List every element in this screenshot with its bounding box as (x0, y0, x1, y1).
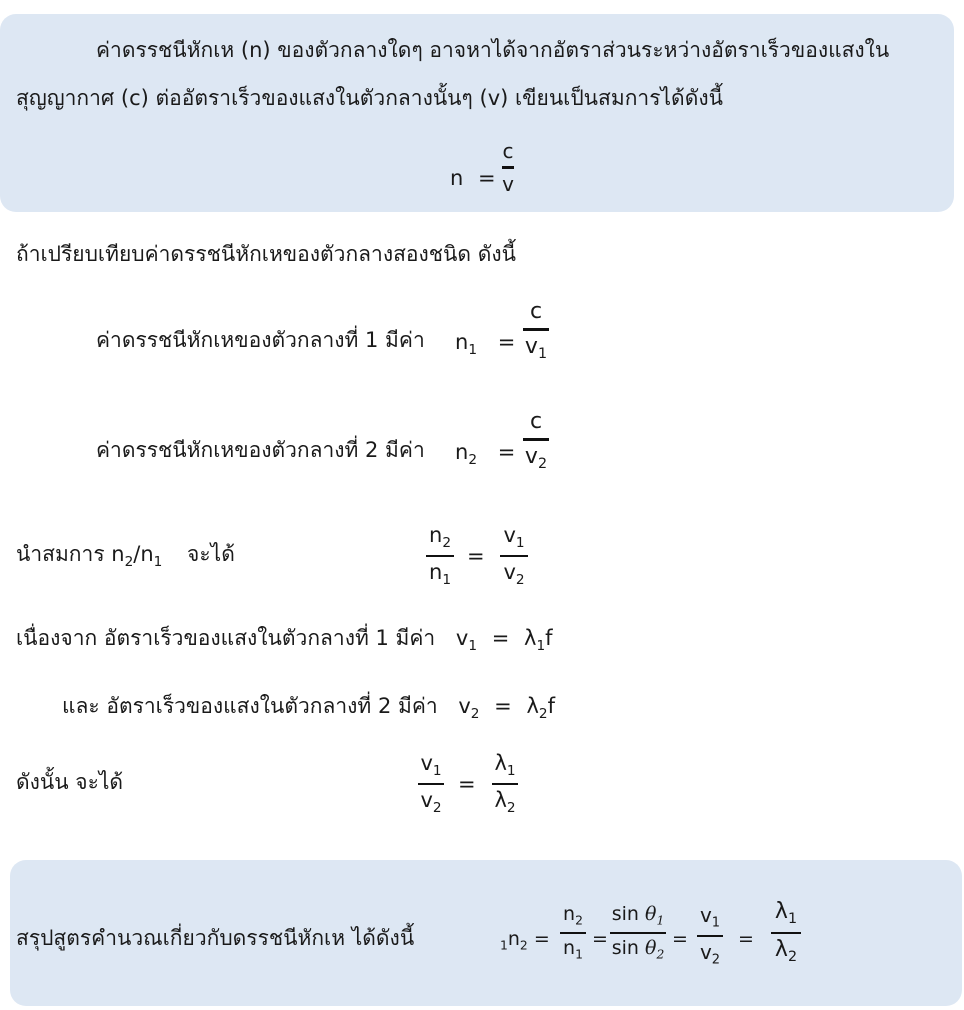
since-eq-1 (455, 626, 553, 654)
therefore-fraction-left (414, 752, 448, 816)
lambda-symbol: λ (494, 787, 507, 812)
var-n: n (563, 936, 576, 959)
since-line-2-label: และ อัตราเร็วของแสงในตัวกลางที่ 2 มีค่า (62, 694, 438, 718)
fraction-denominator (558, 938, 588, 962)
equals-sign: = (491, 626, 510, 650)
sin-label: sin (611, 936, 639, 959)
var-v: v (524, 444, 538, 470)
var-v: v (458, 694, 471, 718)
fraction-denominator (520, 445, 552, 473)
var-v: v (503, 523, 516, 547)
var-v: v (455, 626, 469, 650)
var-f: f (547, 694, 555, 718)
since-line-2 (62, 694, 555, 722)
theta-symbol: θ (644, 936, 657, 959)
fraction-numerator (488, 752, 522, 779)
equals-sign: = (467, 544, 485, 568)
fraction-bar (502, 166, 514, 169)
medium2-fraction (520, 410, 552, 473)
lambda-symbol: λ (526, 694, 539, 718)
subscript-2: 2 (468, 451, 477, 468)
fraction-denominator (694, 941, 726, 968)
var-n: n (429, 559, 443, 584)
subscript-2: 2 (656, 947, 665, 962)
subscript-1: 1 (442, 571, 451, 588)
equals-sign: = (738, 928, 754, 950)
subscript-1: 1 (153, 553, 163, 570)
subscript-1: 1 (432, 762, 442, 779)
fraction-denominator (608, 938, 668, 962)
lambda-symbol: λ (774, 936, 788, 962)
subscript-2: 2 (519, 938, 528, 953)
var-v: v (524, 334, 538, 360)
divide-fraction-right (497, 524, 531, 588)
fraction-numerator (497, 524, 531, 551)
subscript-1: 1 (537, 346, 548, 363)
fraction-denominator (423, 561, 457, 588)
var-n: n (450, 166, 464, 190)
subscript-1: 1 (787, 911, 798, 927)
since-line-1-label: เนื่องจาก อัตราเร็วของแสงในตัวกลางที่ 1 มีค่า (16, 626, 436, 650)
subscript-1: 1 (468, 637, 478, 654)
sin-label: sin (611, 903, 639, 925)
fraction-bar (418, 783, 444, 785)
subscript-2: 2 (506, 799, 516, 816)
var-f: f (545, 626, 553, 650)
var-n: n (455, 440, 469, 464)
subscript-2: 2 (538, 705, 548, 722)
therefore-label: ดังนั้น จะได้ (16, 770, 124, 794)
subscript-1: 1 (711, 915, 721, 931)
equals-sign: = (494, 694, 512, 718)
summary-label: สรุปสูตรคำนวณเกี่ยวกับดรรชนีหักเห ได้ดังนี้ (16, 926, 415, 950)
var-v: v (420, 751, 433, 775)
fraction-numerator: c (529, 299, 543, 324)
medium2-lhs (455, 440, 515, 468)
medium1-label: ค่าดรรชนีหักเหของตัวกลางที่ 1 มีค่า (96, 328, 425, 352)
medium1-lhs (455, 330, 515, 358)
fraction-denominator: v (502, 172, 514, 196)
since-line-1 (16, 626, 553, 654)
equals-sign: = (497, 440, 516, 464)
subscript-2: 2 (537, 456, 548, 473)
fraction-denominator (768, 938, 804, 966)
fraction-bar (523, 438, 549, 441)
intro-line-1: ค่าดรรชนีหักเห (n) ของตัวกลางใดๆ อาจหาได้จากอัตราส่วนระหว่างอัตราเร็วของแสงใน (96, 38, 890, 62)
equals-sign: = (478, 166, 496, 190)
var-n: n (455, 330, 469, 354)
equals-sign: = (533, 928, 550, 950)
var-n: n (563, 903, 576, 925)
fraction-numerator (694, 904, 726, 931)
fraction-bar (697, 935, 723, 937)
fraction-numerator (768, 900, 804, 928)
summary-fraction-n (558, 904, 588, 962)
summary-lhs (500, 928, 550, 952)
var-v: v (503, 559, 516, 584)
intro-line-2: สุญญากาศ (c) ต่ออัตราเร็วของแสงในตัวกลางนั้นๆ (v) เขียนเป็นสมการได้ดังนี้ (16, 86, 723, 110)
fraction-numerator: c (529, 409, 543, 434)
summary-fraction-lambda (768, 900, 804, 965)
subscript-1: 1 (468, 341, 477, 358)
fraction-denominator (488, 789, 522, 816)
var-v: v (699, 939, 712, 964)
since-eq-2 (458, 694, 555, 722)
fraction-bar (771, 932, 801, 934)
subscript-2: 2 (432, 799, 442, 816)
medium1-fraction (520, 300, 552, 363)
fraction-bar (560, 932, 586, 934)
subscript-2: 2 (515, 571, 525, 588)
intro-eq-lhs (450, 166, 496, 190)
fraction-denominator (414, 789, 448, 816)
fraction-numerator (608, 904, 668, 928)
divide-fraction-left (423, 524, 457, 588)
subscript-2: 2 (575, 913, 583, 928)
summary-fraction-v (694, 904, 726, 968)
therefore-fraction-right (488, 752, 522, 816)
divide-label (16, 542, 235, 570)
equals-sign: = (497, 330, 516, 354)
subscript-2: 2 (124, 553, 134, 570)
subscript-1: 1 (575, 947, 583, 962)
var-v: v (699, 903, 712, 927)
fraction-denominator (497, 561, 531, 588)
equals-sign: = (592, 928, 608, 950)
summary-fraction-sin (608, 904, 668, 962)
subscript-2: 2 (787, 948, 798, 965)
lambda-symbol: λ (774, 899, 788, 924)
divide-label-mid: /n (133, 542, 154, 566)
equals-sign: = (672, 928, 688, 950)
divide-label-pre: นำสมการ n (16, 542, 125, 566)
fraction-numerator (558, 904, 588, 928)
var-n: n (429, 523, 443, 547)
subscript-2: 2 (442, 534, 451, 551)
subscript-1: 1 (656, 913, 665, 928)
subscript-2: 2 (711, 952, 721, 968)
theta-symbol: θ (644, 903, 657, 925)
fraction-bar (610, 932, 666, 934)
fraction-numerator (414, 752, 448, 779)
fraction-bar (500, 555, 528, 557)
fraction-bar (492, 783, 518, 785)
fraction-numerator: c (502, 139, 514, 163)
medium2-label: ค่าดรรชนีหักเหของตัวกลางที่ 2 มีค่า (96, 438, 425, 462)
var-n: n (507, 928, 520, 950)
fraction-bar (426, 555, 454, 557)
subscript-1: 1 (536, 637, 546, 654)
intro-fraction (497, 140, 519, 195)
equals-sign: = (458, 772, 476, 796)
divide-label-post: จะได้ (187, 542, 235, 566)
subscript-2: 2 (470, 705, 480, 722)
fraction-bar (523, 328, 549, 331)
lambda-symbol: λ (524, 626, 537, 650)
subscript-1: 1 (506, 762, 516, 779)
compare-heading: ถ้าเปรียบเทียบค่าดรรชนีหักเหของตัวกลางสองชนิด ดังนี้ (16, 242, 516, 266)
var-v: v (420, 787, 433, 812)
prefix-subscript-1: 1 (500, 938, 508, 953)
lambda-symbol: λ (494, 751, 507, 775)
fraction-denominator (520, 335, 552, 363)
fraction-numerator (423, 524, 457, 551)
subscript-1: 1 (515, 534, 525, 551)
